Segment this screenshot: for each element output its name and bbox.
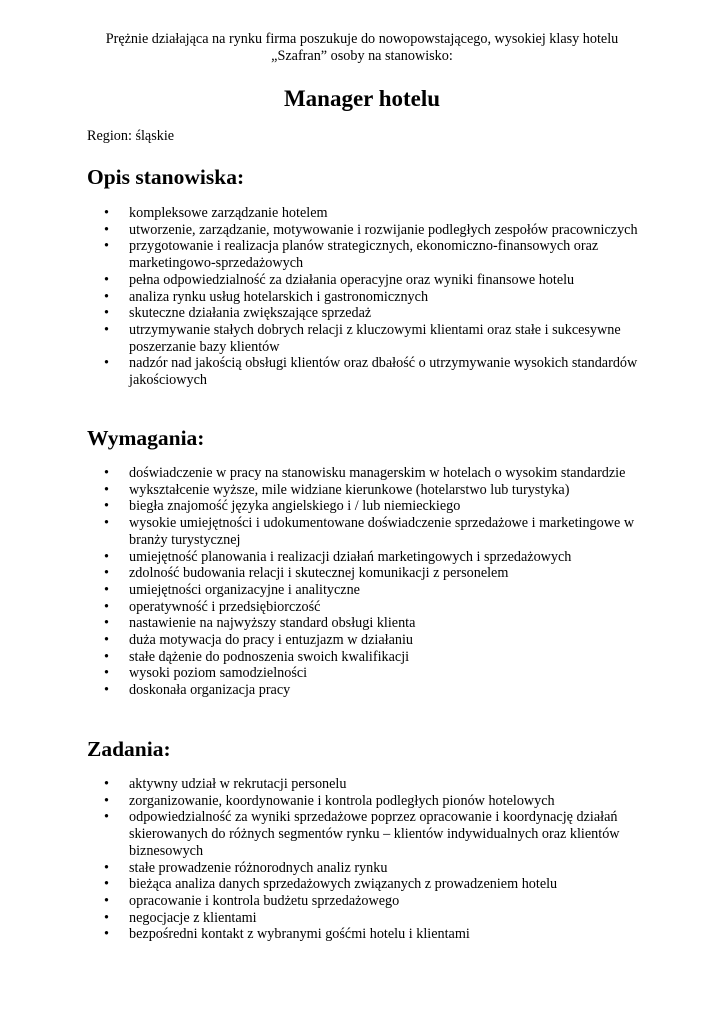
intro-line-2: „Szafran” osoby na stanowisko: — [271, 48, 453, 64]
list-item — [87, 793, 647, 810]
bullet-icon: • — [104, 238, 109, 255]
bullet-icon: • — [104, 481, 109, 498]
section-heading-wymagania: Wymagania: — [87, 426, 205, 450]
list-item-text: skuteczne działania zwiększające sprzedaż — [129, 305, 372, 322]
list-item — [87, 565, 647, 582]
list-item — [87, 305, 647, 322]
list-item — [87, 910, 647, 927]
list-item-text: odpowiedzialność za wyniki sprzedażowe poprzez opracowanie i koordynację działań skierowanych do różnych segmentów rynku – klientów indywidualnych oraz klientów biznesowych — [129, 809, 620, 859]
bullet-icon: • — [104, 565, 109, 582]
bullet-icon: • — [104, 792, 109, 809]
list-item — [87, 482, 647, 499]
list-item-text: utworzenie, zarządzanie, motywowanie i rozwijanie podległych zespołów pracowniczych — [129, 221, 638, 238]
bullet-icon: • — [104, 909, 109, 926]
list-item-text: bieżąca analiza danych sprzedażowych związanych z prowadzeniem hotelu — [129, 876, 558, 893]
list-item — [87, 272, 647, 289]
list-item — [87, 515, 647, 548]
bullet-icon: • — [104, 288, 109, 305]
list-item-text: kompleksowe zarządzanie hotelem — [129, 205, 328, 221]
list-item-text: nastawienie na najwyższy standard obsługi klienta — [129, 615, 416, 632]
list-item — [87, 222, 647, 239]
list-item — [87, 893, 647, 910]
list-item — [87, 238, 647, 271]
list-item — [87, 498, 647, 515]
bullet-icon: • — [104, 926, 109, 943]
bullet-icon: • — [104, 665, 109, 682]
list-item — [87, 582, 647, 599]
zadania-list — [87, 776, 647, 943]
page-title: Manager hotelu — [283, 86, 441, 111]
bullet-icon: • — [104, 776, 109, 792]
bullet-icon: • — [104, 648, 109, 665]
section-heading-opis: Opis stanowiska: — [87, 165, 245, 189]
list-item-text: bezpośredni kontakt z wybranymi gośćmi hotelu i klientami — [129, 926, 470, 943]
bullet-icon: • — [104, 892, 109, 909]
bullet-icon: • — [104, 809, 109, 826]
list-item-text: wykształcenie wyższe, mile widziane kierunkowe (hotelarstwo lub turystyka) — [129, 481, 570, 498]
list-item — [87, 289, 647, 306]
opis-list — [87, 205, 647, 389]
list-item — [87, 682, 647, 699]
list-item-text: biegła znajomość języka angielskiego i / lub niemieckiego — [129, 498, 461, 515]
list-item — [87, 876, 647, 893]
list-item-text: stałe prowadzenie różnorodnych analiz rynku — [129, 859, 388, 876]
intro-paragraph — [60, 31, 664, 65]
bullet-icon: • — [104, 305, 109, 322]
bullet-icon: • — [104, 876, 109, 893]
list-item-text: zorganizowanie, koordynowanie i kontrola podległych pionów hotelowych — [129, 792, 555, 809]
list-item-text: aktywny udział w rekrutacji personelu — [129, 776, 347, 792]
list-item-text: analiza rynku usług hotelarskich i gastronomicznych — [129, 288, 429, 305]
bullet-icon: • — [104, 632, 109, 649]
list-item — [87, 809, 647, 859]
list-item-text: doskonała organizacja pracy — [129, 682, 291, 699]
list-item-text: wysoki poziom samodzielności — [129, 665, 308, 682]
list-item — [87, 926, 647, 943]
list-item — [87, 549, 647, 566]
list-item — [87, 355, 647, 388]
bullet-icon: • — [104, 548, 109, 565]
intro-line-1: Prężnie działająca na rynku firma poszukuje do nowopowstającego, wysokiej klasy hotelu — [105, 31, 619, 47]
bullet-icon: • — [104, 321, 109, 338]
bullet-icon: • — [104, 498, 109, 515]
wymagania-list — [87, 465, 647, 699]
bullet-icon: • — [104, 859, 109, 876]
list-item-text: przygotowanie i realizacja planów strategicznych, ekonomiczno-finansowych oraz marketingowo-sprzedażowych — [129, 238, 599, 272]
list-item — [87, 776, 647, 793]
list-item-text: nadzór nad jakością obsługi klientów oraz dbałość o utrzymywanie wysokich standardów jakościowych — [129, 355, 638, 389]
bullet-icon: • — [104, 515, 109, 532]
list-item-text: opracowanie i kontrola budżetu sprzedażowego — [129, 892, 400, 909]
list-item — [87, 632, 647, 649]
bullet-icon: • — [104, 682, 109, 699]
list-item-text: stałe dążenie do podnoszenia swoich kwalifikacji — [129, 648, 410, 665]
list-item — [87, 465, 647, 482]
list-item — [87, 649, 647, 666]
list-item — [87, 860, 647, 877]
bullet-icon: • — [104, 581, 109, 598]
bullet-icon: • — [104, 271, 109, 288]
list-item-text: zdolność budowania relacji i skutecznej komunikacji z personelem — [129, 565, 509, 582]
bullet-icon: • — [104, 205, 109, 221]
bullet-icon: • — [104, 598, 109, 615]
bullet-icon: • — [104, 355, 109, 372]
bullet-icon: • — [104, 465, 109, 481]
list-item — [87, 665, 647, 682]
list-item-text: umiejętność planowania i realizacji działań marketingowych i sprzedażowych — [129, 548, 572, 565]
bullet-icon: • — [104, 615, 109, 632]
section-heading-zadania: Zadania: — [87, 737, 171, 761]
list-item-text: pełna odpowiedzialność za działania operacyjne oraz wyniki finansowe hotelu — [129, 271, 575, 288]
list-item-text: wysokie umiejętności i udokumentowane doświadczenie sprzedażowe i marketingowe w branży turystycznej — [129, 515, 635, 548]
list-item — [87, 322, 647, 355]
list-item-text: duża motywacja do pracy i entuzjazm w działaniu — [129, 632, 414, 649]
bullet-icon: • — [104, 221, 109, 238]
list-item — [87, 615, 647, 632]
list-item-text: doświadczenie w pracy na stanowisku managerskim w hotelach o wysokim standardzie — [129, 465, 626, 481]
list-item-text: negocjacje z klientami — [129, 909, 257, 926]
list-item-text: utrzymywanie stałych dobrych relacji z kluczowymi klientami oraz stałe i sukcesywne poszerzanie bazy klientów — [129, 321, 621, 355]
region-label: Region: śląskie — [87, 128, 175, 144]
list-item — [87, 599, 647, 616]
list-item-text: operatywność i przedsiębiorczość — [129, 598, 321, 615]
list-item — [87, 205, 647, 222]
list-item-text: umiejętności organizacyjne i analityczne — [129, 581, 360, 598]
